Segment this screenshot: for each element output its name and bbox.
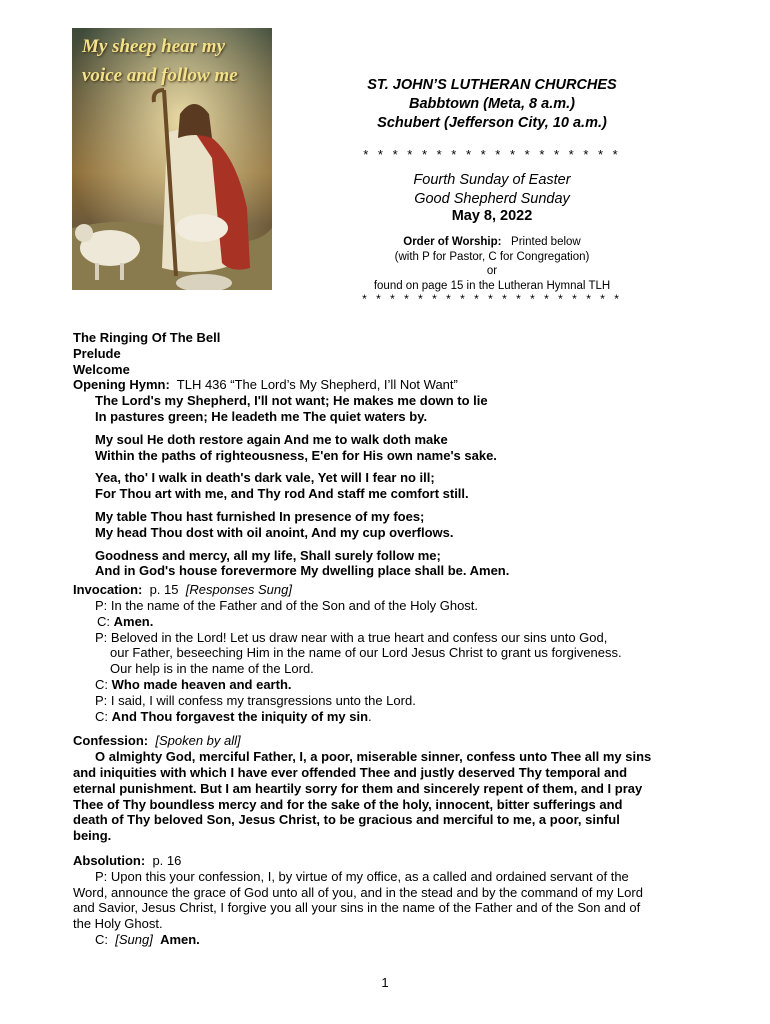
sunday-title: Fourth Sunday of Easter: [413, 172, 571, 188]
sung-note: [Sung]: [115, 931, 153, 947]
hymn-verse-line: My head Thou dost with oil anoint, And my cup overflows.: [95, 524, 454, 540]
sunday-subtitle: Good Shepherd Sunday: [414, 190, 570, 207]
cover-image-good-shepherd: [72, 28, 272, 290]
cover-caption: [82, 32, 262, 90]
response-amen: Amen.: [160, 931, 200, 947]
service-date: May 8, 2022: [451, 208, 533, 224]
absolution-cong: [73, 932, 693, 948]
hymn-verse-line: For Thou art with me, and Thy rod And staff me comfort still.: [95, 486, 469, 502]
invocation-label: Invocation:: [73, 582, 143, 598]
response-heaven-earth: Who made heaven and earth.: [111, 676, 292, 692]
cover-caption-line2: voice and follow me: [82, 65, 238, 86]
invocation-heading: [73, 582, 693, 598]
confession-heading: [73, 733, 693, 749]
speaker-c: C:: [95, 676, 108, 692]
absolution-page: p. 16: [152, 852, 182, 868]
confession-label: Confession:: [73, 733, 149, 749]
location-schubert: Schubert (Jefferson City, 10 a.m.): [377, 115, 607, 131]
bell-heading: The Ringing Of The Bell: [73, 330, 221, 345]
confession-note: [Spoken by all]: [155, 733, 241, 749]
cover-caption-line1: My sheep hear my: [82, 36, 226, 57]
absolution-label: Absolution:: [73, 852, 146, 868]
hymn-verse-line: Yea, tho' I walk in death's dark vale, Yet will I fear no ill;: [95, 470, 435, 486]
invocation-cong-2: [73, 677, 693, 693]
order-or: or: [486, 265, 498, 277]
hymn-verse-line: And in God's house forevermore My dwelling place shall be. Amen.: [95, 563, 510, 579]
invocation-pastor-2a: P: Beloved in the Lord! Let us draw near with a true heart and confess our sins unto God,: [95, 629, 608, 645]
invocation-pastor-2b: our Father, beseeching Him in the name of our Lord Jesus Christ to grant us forgiveness.: [110, 645, 622, 661]
order-of-worship: [300, 235, 684, 250]
star-divider-top: * * * * * * * * * * * * * * * * * *: [363, 147, 621, 162]
response-forgavest: And Thou forgavest the iniquity of my sin: [111, 708, 369, 724]
invocation-pastor-1: P: In the name of the Father and of the Son and of the Holy Ghost.: [95, 597, 479, 613]
absolution-line: the Holy Ghost.: [73, 916, 163, 932]
church-name: ST. JOHN’S LUTHERAN CHURCHES: [367, 77, 617, 93]
speaker-c: C:: [95, 931, 108, 947]
response-amen: Amen.: [113, 613, 154, 629]
absolution-line: and Savior, Jesus Christ, I forgive you all your sins in the name of the Father and of the Son and of: [73, 900, 641, 916]
confession-line: O almighty God, merciful Father, I, a poor, miserable sinner, confess unto Thee all my sins: [95, 749, 652, 765]
hymn-verse-line: Goodness and mercy, all my life, Shall surely follow me;: [95, 547, 441, 563]
star-divider-bottom: * * * * * * * * * * * * * * * * * * *: [362, 292, 622, 306]
invocation-cong-1: [73, 614, 693, 630]
location-babbtown: Babbtown (Meta, 8 a.m.): [409, 96, 575, 112]
invocation-pastor-2c: Our help is in the name of the Lord.: [110, 661, 314, 677]
prelude-heading: Prelude: [73, 345, 121, 361]
order-of-service: [73, 330, 693, 948]
order-found: found on page 15 in the Lutheran Hymnal TLH: [373, 279, 611, 292]
absolution-line: Word, announce the grace of God unto all of you, and in the stead and by the command of my Lord: [73, 884, 643, 900]
invocation-cong-3: C: And Thou forgavest the iniquity of my sin.: [95, 708, 372, 724]
confession-line: Thee of Thy boundless mercy and for the sake of the holy, innocent, bitter sufferings and: [73, 796, 623, 812]
hymn-verse-line: In pastures green; He leadeth me The quiet waters by.: [95, 408, 428, 424]
opening-hymn-line: [73, 377, 693, 393]
speaker-c: C:: [97, 613, 110, 629]
hymn-label: Opening Hymn:: [73, 377, 170, 393]
welcome-heading: Welcome: [73, 361, 130, 377]
hymn-verse-line: The Lord's my Shepherd, I'll not want; He makes me down to lie: [95, 393, 488, 409]
invocation-pastor-3: P: I said, I will confess my transgressions unto the Lord.: [95, 692, 416, 708]
confession-line: being.: [73, 828, 112, 844]
confession-line: and iniquities with which I have ever offended Thee and justly deserved Thy temporal and: [73, 764, 628, 780]
hymn-verse-line: My table Thou hast furnished In presence of my foes;: [95, 508, 425, 524]
invocation-page: p. 15: [149, 582, 179, 598]
absolution-heading: [73, 853, 693, 869]
hymn-verse-line: Within the paths of righteousness, E'en for His own name's sake.: [95, 447, 497, 463]
confession-line: death of Thy beloved Son, Jesus Christ, to be gracious and merciful to me, a poor, sinful: [73, 812, 620, 828]
hymn-ref: TLH 436 “The Lord’s My Shepherd, I’ll Not Want”: [176, 377, 458, 393]
order-label: Order of Worship:: [403, 236, 502, 248]
page-number: 1: [381, 975, 389, 990]
order-note: (with P for Pastor, C for Congregation): [394, 250, 590, 263]
invocation-note: [Responses Sung]: [185, 582, 292, 598]
order-value: Printed below: [511, 236, 581, 248]
confession-line: eternal punishment. But I am heartily sorry for them and sincerely repent of them, and I pray: [73, 780, 643, 796]
absolution-line: P: Upon this your confession, I, by virtue of my office, as a called and ordained servant of the: [95, 868, 629, 884]
speaker-c: C:: [95, 708, 108, 724]
bulletin-header: [300, 76, 684, 305]
hymn-verse-line: My soul He doth restore again And me to walk doth make: [95, 431, 448, 447]
